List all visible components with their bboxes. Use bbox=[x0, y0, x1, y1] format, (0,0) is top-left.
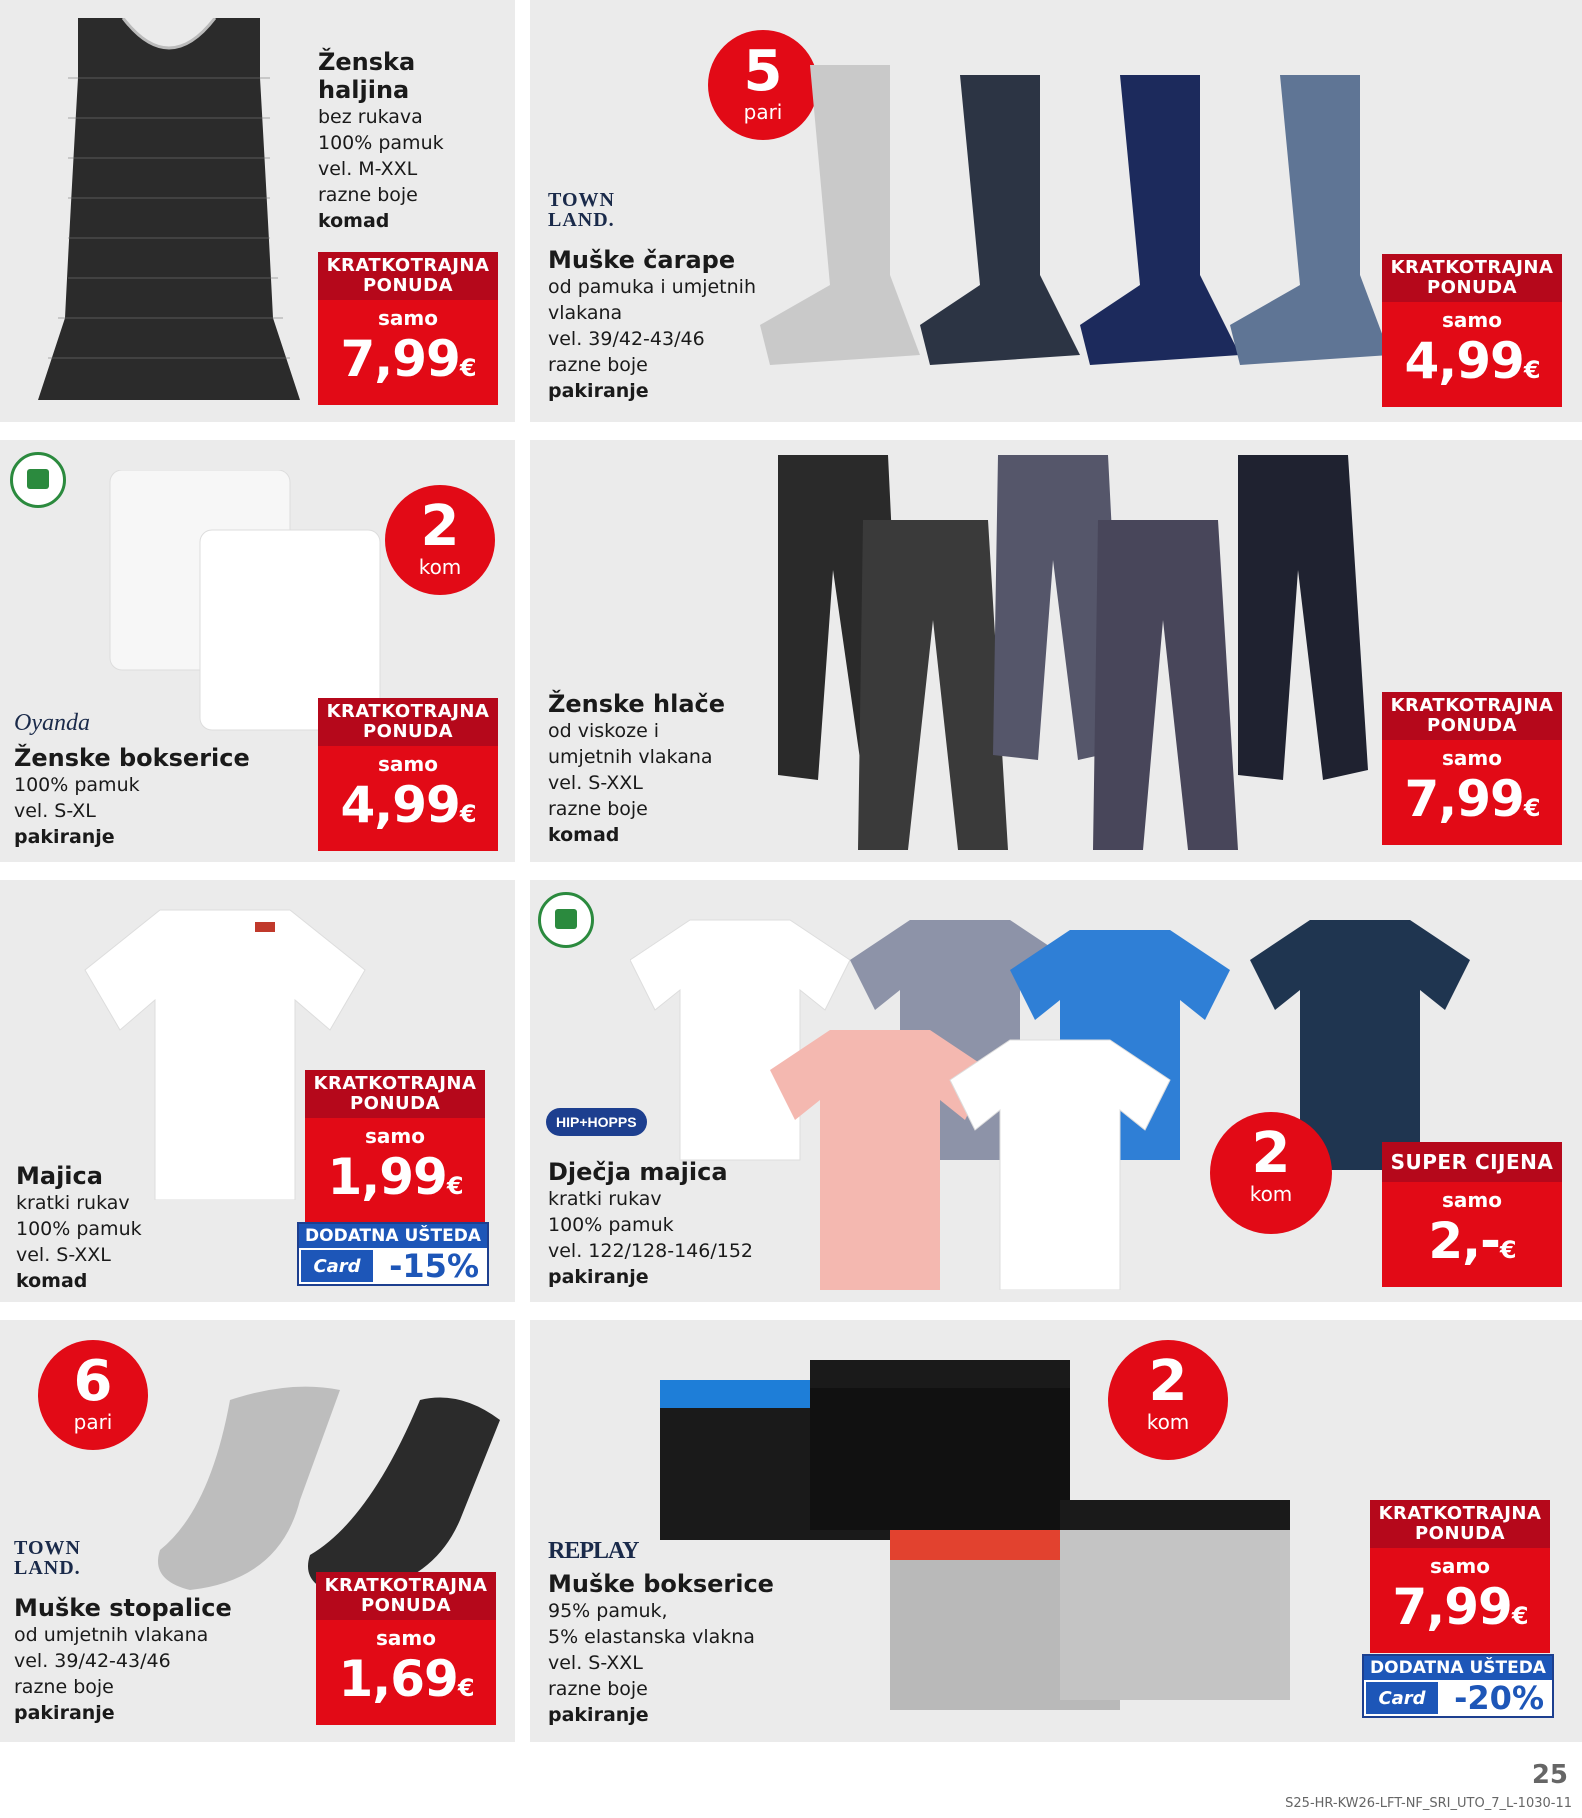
product-detail: razne boje bbox=[318, 184, 418, 206]
product-detail: od umjetnih vlakana bbox=[14, 1624, 209, 1646]
badge-number: 2 bbox=[1251, 1121, 1291, 1186]
currency: € bbox=[1523, 794, 1540, 822]
product-detail: vel. S-XXL bbox=[548, 772, 643, 794]
product-detail: od viskoze i bbox=[548, 720, 660, 742]
price-tag bbox=[1382, 1142, 1562, 1287]
price-value: 1,69 bbox=[338, 1650, 458, 1708]
product-card-womens-boxers[interactable] bbox=[0, 440, 515, 862]
product-card-socks[interactable] bbox=[530, 0, 1582, 422]
price-value: 2,- bbox=[1428, 1212, 1500, 1270]
brand-logo-townland: TOWN LAND. bbox=[548, 189, 615, 231]
product-card-kids-tshirt[interactable] bbox=[530, 880, 1582, 1302]
product-detail: bez rukava bbox=[318, 106, 423, 128]
product-title: Ženske hlače bbox=[548, 690, 726, 718]
price-tag bbox=[1382, 692, 1562, 845]
foot-socks-image bbox=[130, 1380, 510, 1600]
product-detail: 95% pamuk, bbox=[548, 1600, 668, 1622]
product-detail: umjetnih vlakana bbox=[548, 746, 713, 768]
offer-label: PONUDA bbox=[362, 721, 454, 742]
organic-cert-icon bbox=[10, 452, 66, 508]
offer-label: KRATKOTRAJNA bbox=[1390, 257, 1554, 278]
product-detail: vel. 39/42-43/46 bbox=[14, 1650, 171, 1672]
product-detail: 100% pamuk bbox=[16, 1218, 142, 1240]
product-card-womens-pants[interactable] bbox=[530, 440, 1582, 862]
price-tag bbox=[316, 1572, 496, 1725]
price-value: 4,99 bbox=[340, 776, 460, 834]
product-card-tshirt[interactable] bbox=[0, 880, 515, 1302]
offer-label: PONUDA bbox=[360, 1595, 452, 1616]
organic-cert-icon bbox=[538, 892, 594, 948]
loyalty-card-icon: Card bbox=[1366, 1682, 1438, 1714]
pants-image bbox=[748, 450, 1448, 850]
page-code: S25-HR-KW26-LFT-NF_SRI_UTO_7_L-1030-11 bbox=[1285, 1796, 1572, 1811]
price-tag bbox=[305, 1070, 485, 1223]
dress-image bbox=[38, 18, 300, 400]
product-detail: vel. S-XXL bbox=[548, 1652, 643, 1674]
offer-label: PONUDA bbox=[1426, 715, 1518, 736]
product-title: Ženska bbox=[318, 48, 416, 76]
product-card-mens-boxers[interactable] bbox=[530, 1320, 1582, 1742]
product-detail: razne boje bbox=[548, 798, 648, 820]
offer-label: PONUDA bbox=[362, 275, 454, 296]
pack-badge bbox=[1210, 1112, 1332, 1234]
product-detail: 100% pamuk bbox=[14, 774, 140, 796]
pack-badge bbox=[1108, 1340, 1228, 1460]
product-detail: razne boje bbox=[14, 1676, 114, 1698]
card-discount-box bbox=[297, 1222, 489, 1286]
badge-unit: pari bbox=[73, 1410, 113, 1434]
product-detail: 100% pamuk bbox=[318, 132, 444, 154]
brand-logo-replay: REPLAY bbox=[548, 1538, 639, 1564]
product-detail: vel. 122/128-146/152 bbox=[548, 1240, 754, 1262]
product-detail: kratki rukav bbox=[548, 1188, 662, 1210]
offer-label: KRATKOTRAJNA bbox=[326, 701, 490, 722]
currency: € bbox=[457, 1674, 474, 1702]
badge-number: 2 bbox=[420, 494, 460, 559]
badge-number: 2 bbox=[1148, 1349, 1188, 1414]
product-detail: razne boje bbox=[548, 1678, 648, 1700]
offer-label: PONUDA bbox=[1426, 277, 1518, 298]
page-number: 25 bbox=[1531, 1760, 1568, 1790]
samo-label: samo bbox=[365, 1124, 425, 1148]
offer-label: SUPER CIJENA bbox=[1390, 1150, 1554, 1174]
badge-number: 6 bbox=[73, 1349, 113, 1414]
price-value: 7,99 bbox=[340, 330, 460, 388]
product-card-foot-socks[interactable] bbox=[0, 1320, 515, 1742]
badge-unit: kom bbox=[1146, 1410, 1190, 1434]
extra-savings-label: DODATNA UŠTEDA bbox=[299, 1224, 487, 1248]
product-detail: razne boje bbox=[548, 354, 648, 376]
product-unit: pakiranje bbox=[548, 380, 649, 402]
product-title: Dječja majica bbox=[548, 1158, 728, 1186]
offer-label: KRATKOTRAJNA bbox=[326, 255, 490, 276]
samo-label: samo bbox=[378, 306, 438, 330]
product-detail: vel. S-XXL bbox=[16, 1244, 111, 1266]
product-detail: 100% pamuk bbox=[548, 1214, 674, 1236]
offer-label: KRATKOTRAJNA bbox=[324, 1575, 488, 1596]
samo-label: samo bbox=[378, 752, 438, 776]
card-discount-box bbox=[1362, 1654, 1554, 1718]
price-tag bbox=[318, 252, 498, 405]
product-title: Ženske bokserice bbox=[14, 744, 250, 772]
product-unit: komad bbox=[548, 824, 620, 846]
price-tag bbox=[1382, 254, 1562, 407]
product-detail: 5% elastanska vlakna bbox=[548, 1626, 755, 1648]
badge-unit: kom bbox=[1249, 1182, 1293, 1206]
product-unit: komad bbox=[318, 210, 390, 232]
product-card-dress[interactable] bbox=[0, 0, 515, 422]
product-title: haljina bbox=[318, 76, 410, 104]
offer-label: KRATKOTRAJNA bbox=[313, 1073, 477, 1094]
price-value: 7,99 bbox=[1404, 770, 1524, 828]
brand-logo-hiphopps: HIP+HOPPS bbox=[546, 1108, 647, 1136]
badge-unit: kom bbox=[418, 555, 462, 579]
product-unit: pakiranje bbox=[548, 1266, 649, 1288]
price-tag bbox=[1370, 1500, 1550, 1653]
badge-unit: pari bbox=[743, 100, 783, 124]
currency: € bbox=[459, 800, 476, 828]
samo-label: samo bbox=[1442, 308, 1502, 332]
product-unit: komad bbox=[16, 1270, 88, 1292]
samo-label: samo bbox=[376, 1626, 436, 1650]
loyalty-card-icon: Card bbox=[301, 1250, 373, 1282]
product-title: Muške bokserice bbox=[548, 1570, 774, 1598]
currency: € bbox=[1511, 1602, 1528, 1630]
extra-savings-label: DODATNA UŠTEDA bbox=[1364, 1656, 1552, 1680]
discount-percent: -15% bbox=[389, 1247, 479, 1285]
product-detail: vlakana bbox=[548, 302, 623, 324]
offer-label: PONUDA bbox=[1414, 1523, 1506, 1544]
product-unit: pakiranje bbox=[548, 1704, 649, 1726]
price-value: 1,99 bbox=[327, 1148, 447, 1206]
product-unit: pakiranje bbox=[14, 826, 115, 848]
product-title: Majica bbox=[16, 1162, 103, 1190]
product-title: Muške stopalice bbox=[14, 1594, 232, 1622]
currency: € bbox=[446, 1172, 463, 1200]
brand-logo-townland: TOWN LAND. bbox=[14, 1537, 81, 1579]
brand-logo-oyanda: Oyanda bbox=[14, 710, 90, 736]
price-value: 7,99 bbox=[1392, 1578, 1512, 1636]
price-tag bbox=[318, 698, 498, 851]
currency: € bbox=[459, 354, 476, 382]
price-value: 4,99 bbox=[1404, 332, 1524, 390]
currency: € bbox=[1499, 1236, 1516, 1264]
product-detail: vel. M-XXL bbox=[318, 158, 418, 180]
offer-label: KRATKOTRAJNA bbox=[1390, 695, 1554, 716]
pack-badge bbox=[385, 485, 495, 595]
offer-label: PONUDA bbox=[349, 1093, 441, 1114]
product-title: Muške čarape bbox=[548, 246, 736, 274]
currency: € bbox=[1523, 356, 1540, 384]
samo-label: samo bbox=[1430, 1554, 1490, 1578]
badge-number: 5 bbox=[743, 39, 783, 104]
samo-label: samo bbox=[1442, 746, 1502, 770]
discount-percent: -20% bbox=[1454, 1679, 1544, 1717]
product-detail: vel. S-XL bbox=[14, 800, 96, 822]
product-unit: pakiranje bbox=[14, 1702, 115, 1724]
socks-image bbox=[750, 55, 1450, 375]
product-detail: kratki rukav bbox=[16, 1192, 130, 1214]
offer-label: KRATKOTRAJNA bbox=[1378, 1503, 1542, 1524]
product-detail: vel. 39/42-43/46 bbox=[548, 328, 705, 350]
product-detail: od pamuka i umjetnih bbox=[548, 276, 756, 298]
samo-label: samo bbox=[1442, 1188, 1502, 1212]
